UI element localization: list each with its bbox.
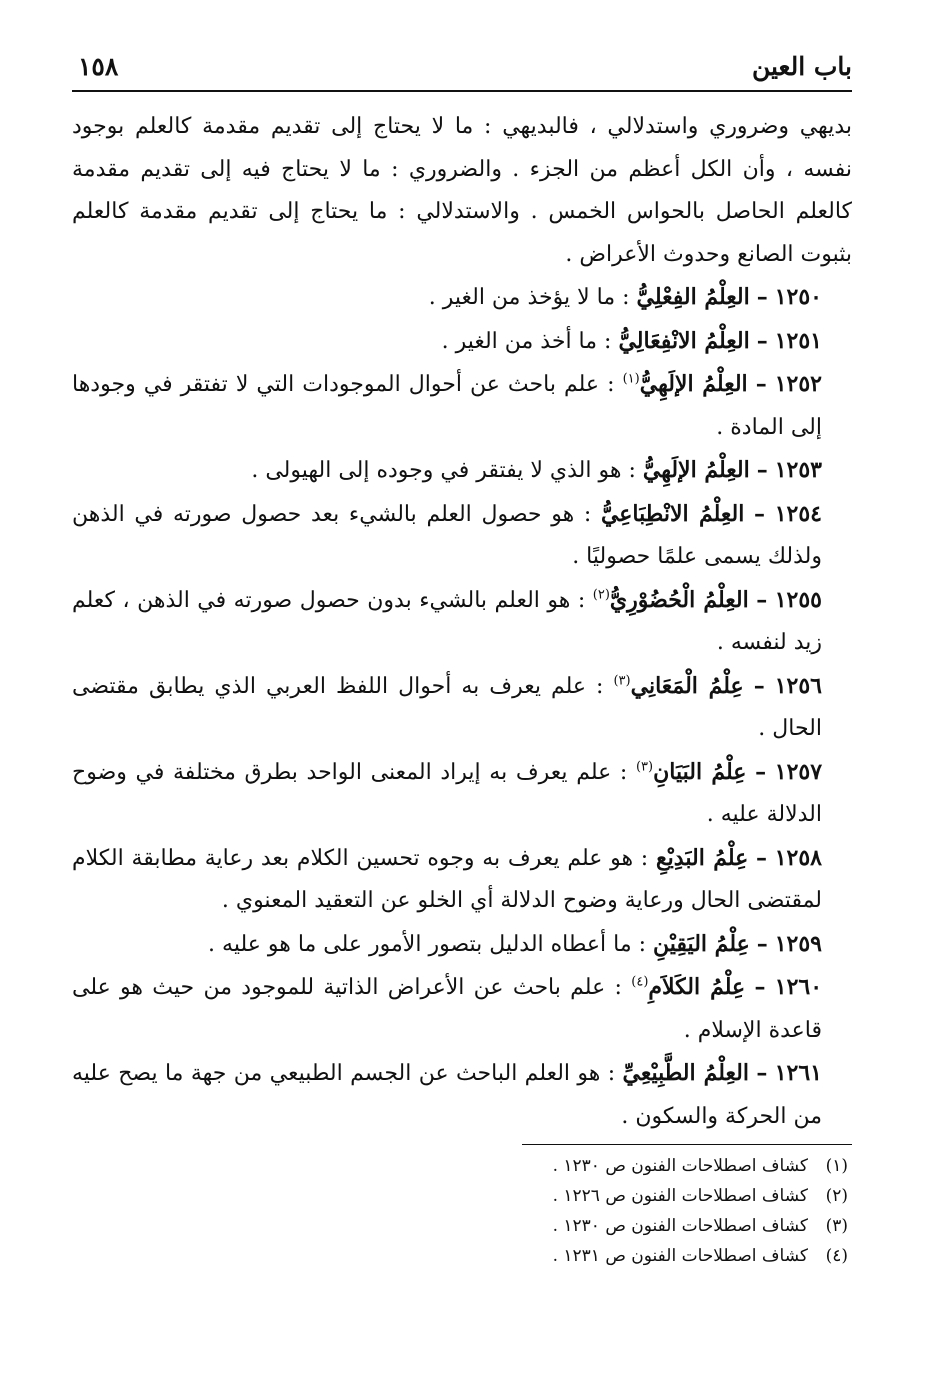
entry-term: عِلْمُ الْمَعَانِي <box>630 672 744 699</box>
entry-definition: علم يعرف به إيراد المعنى الواحد بطرق مختلفة في وضوح الدلالة عليه . <box>72 759 822 827</box>
entry-separator: : <box>586 673 614 699</box>
entry-1253 <box>72 449 852 493</box>
entry-dash: – <box>754 500 766 527</box>
footnote-text: كشاف اصطلاحات الفنون ص ١٢٣١ . <box>552 1246 808 1266</box>
entry-1251 <box>72 320 852 364</box>
entry-definition: هو العلم الباحث عن الجسم الطبيعي من جهة ما يصح عليه من الحركة والسكون . <box>72 1061 822 1129</box>
entry-dash: – <box>754 974 766 1000</box>
footnote-2 <box>72 1181 848 1211</box>
entry-separator: : <box>621 458 643 483</box>
footnote-ref[interactable]: (٢) <box>592 587 610 603</box>
entry-1256 <box>72 665 852 751</box>
entry-term: العِلْمُ الفِعْلِيُّ <box>636 284 750 310</box>
entry-term: عِلْمُ البَيَانِ <box>653 758 747 785</box>
entry-number: ١٢٦١ <box>774 1060 822 1086</box>
entry-term: عِلْمُ الكَلاَمِ <box>648 974 746 1000</box>
entry-dash: – <box>756 586 768 613</box>
entry-1250 <box>72 276 852 320</box>
footnote-3 <box>72 1211 848 1241</box>
entry-term: العِلْمُ الانْفِعَالِيُّ <box>618 327 750 354</box>
entry-term: عِلْمُ البَدِيْعِ <box>655 844 749 871</box>
entry-number: ١٢٥٨ <box>774 844 822 871</box>
entry-number: ١٢٦٠ <box>774 974 823 1000</box>
entry-term: عِلْمُ اليَقِيْنِ <box>653 930 750 957</box>
entries-list <box>72 276 852 1138</box>
entry-dash: – <box>756 457 768 483</box>
entry-1252 <box>72 363 852 449</box>
page-header <box>72 52 852 92</box>
entry-dash: – <box>756 1060 768 1086</box>
entry-number: ١٢٥٣ <box>774 457 822 483</box>
entry-1261 <box>72 1052 852 1138</box>
footnote-text: كشاف اصطلاحات الفنون ص ١٢٣٠ . <box>552 1216 808 1236</box>
entry-definition: علم يعرف به أحوال اللفظ العربي الذي يطابق مقتضى الحال . <box>72 673 822 741</box>
entry-separator: : <box>611 759 636 785</box>
entry-number: ١٢٥١ <box>774 327 822 354</box>
entry-1260 <box>72 966 852 1052</box>
footnote-ref[interactable]: (٤) <box>631 974 649 990</box>
entry-dash: – <box>753 672 765 699</box>
entry-definition: ما أعطاه الدليل بتصور الأمور على ما هو عليه . <box>208 931 632 957</box>
entry-1258 <box>72 837 852 923</box>
entry-separator: : <box>631 931 654 957</box>
page-body <box>72 106 852 1271</box>
entry-term: العِلْمُ الْحُضُوْرِيُّ <box>609 586 749 613</box>
entry-dash: – <box>756 327 768 354</box>
footnote-ref[interactable]: (٣) <box>635 759 654 775</box>
page <box>72 52 852 1352</box>
entry-1259 <box>72 923 852 967</box>
entry-term: العِلْمُ الإلَهِيُّ <box>642 457 750 483</box>
entry-separator: : <box>605 975 632 1000</box>
entry-term: العِلْمُ الإلَهِيُّ <box>639 371 748 397</box>
entry-number: ١٢٥٥ <box>774 586 822 613</box>
footnote-text: كشاف اصطلاحات الفنون ص ١٢٢٦ . <box>552 1186 808 1206</box>
entry-definition: علم باحث عن الأعراض الذاتية للموجود من حيث هو على قاعدة الإسلام . <box>72 975 822 1043</box>
entry-separator: : <box>570 587 593 613</box>
footnote-number: (١) <box>825 1156 848 1176</box>
footnote-number: (٢) <box>825 1186 848 1206</box>
footnote-text: كشاف اصطلاحات الفنون ص ١٢٣٠ . <box>552 1156 808 1176</box>
entry-definition: هو العلم بالشيء بدون حصول صورته في الذهن ، كعلم زيد لنفسه . <box>72 587 822 655</box>
intro-paragraph: بديهي وضروري واستدلالي ، فالبديهي : ما لا يحتاج إلى تقديم مقدمة كالعلم بوجود نفسه ، وأن الكل أعظم من الجزء . والضروري : ما لا يحتاج فيه إلى تقديم مقدمة كالعلم الحاصل بالحواس الخمس . والاستدلالي : ما يحتاج إلى تقديم مقدمة كالعلم بثبوت الصانع وحدوث الأعراض . <box>72 114 852 267</box>
entry-number: ١٢٥٦ <box>774 672 822 699</box>
entry-number: ١٢٥٤ <box>774 500 822 527</box>
entry-definition: ما أخذ من الغير . <box>441 328 598 354</box>
entry-dash: – <box>756 284 768 310</box>
footnote-number: (٤) <box>825 1246 848 1266</box>
entry-separator: : <box>597 328 619 354</box>
entry-1254 <box>72 493 852 579</box>
footnotes <box>72 1151 852 1271</box>
entry-separator: : <box>599 372 623 397</box>
entry-term: العِلْمُ الطَّبِيْعِيِّ <box>622 1060 749 1086</box>
footnote-1 <box>72 1151 848 1181</box>
entry-definition: هو الذي لا يفتقر في وجوده إلى الهيولى . <box>251 458 622 483</box>
entry-definition: علم باحث عن أحوال الموجودات التي لا تفتقر في وجودها إلى المادة . <box>72 372 822 440</box>
entry-dash: – <box>755 758 767 785</box>
entry-definition: هو حصول العلم بالشيء بعد حصول صورته في الذهن ولذلك يسمى علمًا حصوليًا . <box>72 501 822 569</box>
page-number: ١٥٨ <box>78 52 119 81</box>
entry-number: ١٢٥٧ <box>774 758 823 785</box>
footnote-divider <box>522 1144 852 1145</box>
entry-number: ١٢٥٩ <box>774 930 822 957</box>
entry-1257 <box>72 751 852 837</box>
entry-definition: هو علم يعرف به وجوه تحسين الكلام بعد رعاية مطابقة الكلام لمقتضى الحال ورعاية وضوح الدلالة أي الخلو عن التعقيد المعنوي . <box>72 845 822 913</box>
entry-separator: : <box>600 1061 623 1086</box>
entry-dash: – <box>756 844 767 871</box>
footnote-ref[interactable]: (١) <box>622 371 640 387</box>
entry-separator: : <box>615 285 637 310</box>
entry-dash: – <box>755 371 767 397</box>
entry-number: ١٢٥٢ <box>774 371 822 397</box>
chapter-title: باب العين <box>751 52 852 81</box>
entry-definition: ما لا يؤخذ من الغير . <box>428 285 616 310</box>
footnote-number: (٣) <box>825 1216 848 1236</box>
entry-dash: – <box>756 930 768 957</box>
entry-separator: : <box>574 501 601 527</box>
footnote-4 <box>72 1241 848 1271</box>
entry-separator: : <box>633 845 656 871</box>
footnote-ref[interactable]: (٣) <box>613 673 631 689</box>
entry-1255 <box>72 579 852 665</box>
entry-number: ١٢٥٠ <box>774 284 822 310</box>
entry-term: العِلْمُ الانْطِبَاعِيُّ <box>600 500 745 527</box>
